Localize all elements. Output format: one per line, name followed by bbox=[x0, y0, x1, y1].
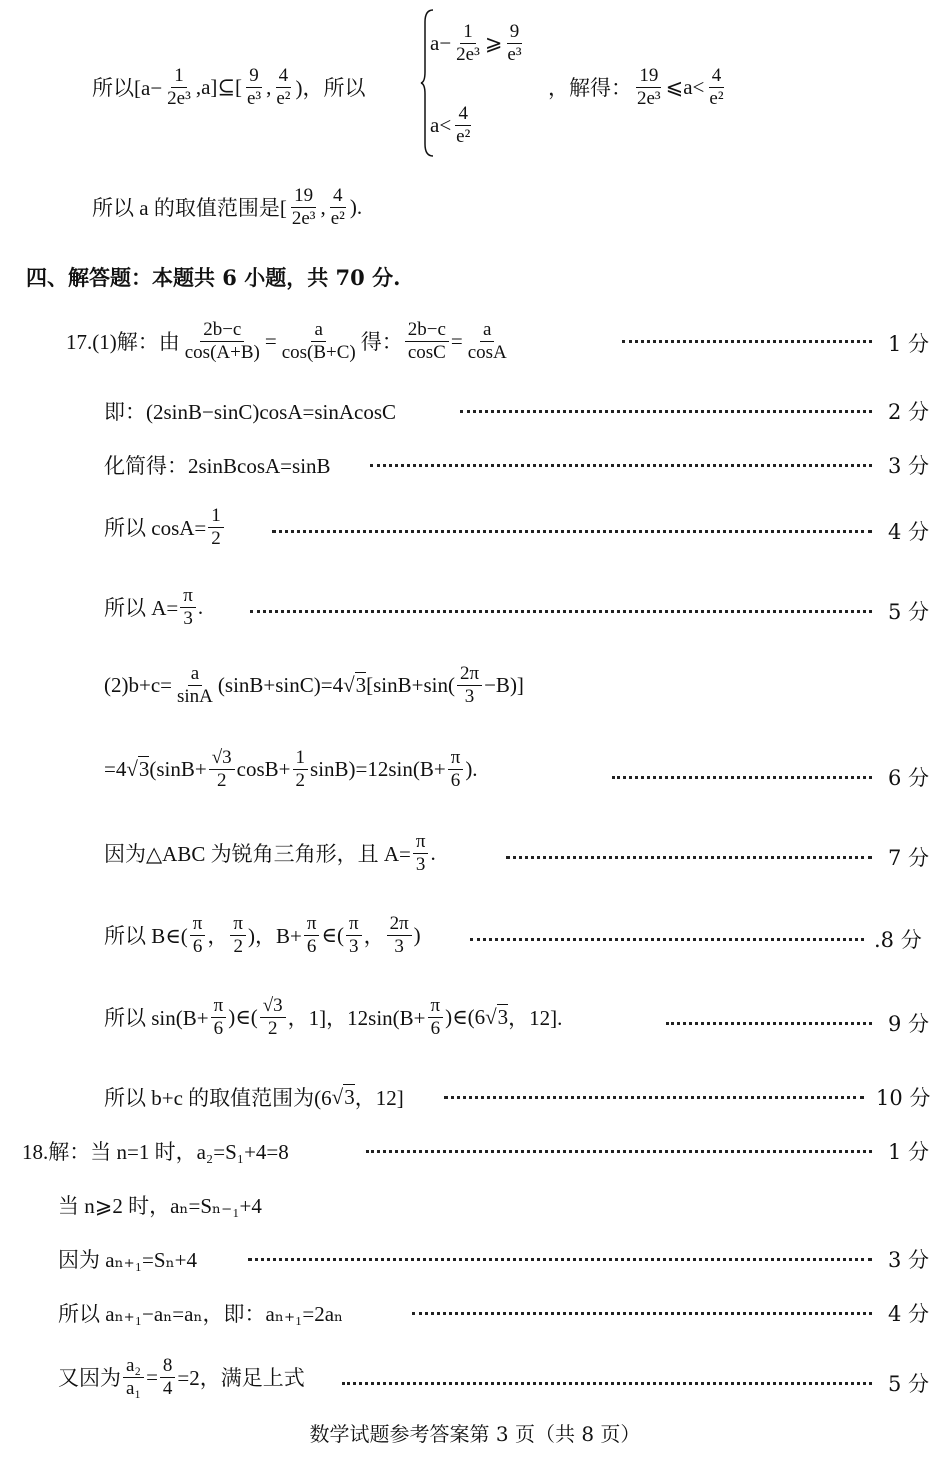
score-label: 3 分 bbox=[888, 454, 930, 478]
score-label: 7 分 bbox=[888, 846, 930, 870]
q17-line-3: 化简得：2sinBcosA=sinB bbox=[104, 454, 331, 478]
leader-dots bbox=[444, 1096, 864, 1099]
leader-dots bbox=[248, 1258, 872, 1261]
q18-line-2: 当 n⩾2 时，aₙ=Sₙ₋₁+4 bbox=[58, 1194, 262, 1218]
q17-line-5: 所以 A= $\frac{\pi}{3}$ . bbox=[104, 585, 204, 629]
leader-dots bbox=[506, 856, 872, 859]
system-row-2: a< $\frac{4}{\text{e²}}$ bbox=[430, 103, 471, 147]
page-footer: 数学试题参考答案第 3 页（共 8 页） bbox=[309, 1422, 641, 1446]
score-label: .8 分 bbox=[874, 928, 922, 952]
score-label: 1 分 bbox=[888, 1140, 930, 1164]
leader-dots bbox=[366, 1150, 872, 1153]
q18-line-4: 所以 aₙ₊₁−aₙ=aₙ，即：aₙ₊₁=2aₙ bbox=[58, 1302, 344, 1326]
score-label: 5 分 bbox=[888, 1372, 930, 1396]
leader-dots bbox=[272, 530, 872, 533]
leader-dots bbox=[612, 776, 872, 779]
q18-line-5: 又因为 $\frac{\text{a₂}}{\text{a₁}}$ = $\frac{8}{4}$ =2，满足上式 bbox=[58, 1355, 305, 1399]
solve-result: ，解得： $\frac{19}{\text{2e³}}$ ⩽a< $\frac{4}{\text{e²}}$ bbox=[548, 65, 724, 109]
score-label: 1 分 bbox=[888, 332, 930, 356]
leader-dots bbox=[470, 938, 864, 941]
q18-line-3: 因为 aₙ₊₁=Sₙ+4 bbox=[58, 1248, 198, 1272]
leader-dots bbox=[250, 610, 872, 613]
q17-line-11: 所以 b+c 的取值范围为(6 √ 3 ，12] bbox=[104, 1084, 404, 1110]
inclusion-line: 所以[a− $\frac{1}{\text{2e³}}$ ,a]⊆[ $\frac{9}{\text{e³}}$ , $\frac{4}{\text{e²}}$ )，所以 bbox=[92, 65, 366, 109]
leader-dots bbox=[622, 340, 872, 343]
fraction: $\frac{1}{\text{2e³}}$ bbox=[167, 65, 191, 109]
range-line: 所以 a 的取值范围是[ $\frac{19}{\text{2e³}}$ , $\frac{4}{\text{e²}}$ ). bbox=[92, 185, 363, 229]
score-label: 2 分 bbox=[888, 400, 930, 424]
fraction: $\frac{9}{\text{e³}}$ bbox=[246, 65, 262, 109]
score-label: 5 分 bbox=[888, 600, 930, 624]
leader-dots bbox=[370, 464, 872, 467]
leader-dots bbox=[460, 410, 872, 413]
leader-dots bbox=[342, 1382, 872, 1385]
q17-line-9: 所以 B∈( $\frac{\pi}{6}$ ， $\frac{\pi}{2}$ )，B+ $\frac{\pi}{6}$ ∈( $\frac{\pi}{3}$ ， $\frac{2\pi}{3}$ ) bbox=[104, 913, 421, 957]
q17-line-6: (2)b+c= $\frac{a}{\sin A}$ (sinB+sinC)=4 √ 3 [sinB+sin( $\frac{2\pi}{3}$ −B)] bbox=[104, 663, 524, 707]
score-label: 4 分 bbox=[888, 520, 930, 544]
score-label: 6 分 bbox=[888, 766, 930, 790]
q17-line-4: 所以 cosA= $\frac{1}{2}$ bbox=[104, 506, 226, 549]
q17-line-2: 即：(2sinB−sinC)cosA=sinAcosC bbox=[104, 400, 397, 424]
system-row-1: a− $\frac{1}{\text{2e³}}$ ⩾ $\frac{9}{\text{e³}}$ bbox=[430, 21, 522, 65]
q17-line-8: 因为△ABC 为锐角三角形，且 A= $\frac{\pi}{3}$ . bbox=[104, 831, 436, 875]
score-label: 4 分 bbox=[888, 1302, 930, 1326]
q17-line-10: 所以 sin(B+ $\frac{\pi}{6}$ )∈( $\frac{√3}{2}$ ，1]，12sin(B+ $\frac{\pi}{6}$ )∈(6 √ 3 ，12]. bbox=[104, 995, 563, 1039]
section-heading: 四、解答题：本题共 6 小题，共 70 分. bbox=[26, 265, 401, 290]
score-label: 3 分 bbox=[888, 1248, 930, 1272]
fraction: $\frac{4}{\text{e²}}$ bbox=[276, 65, 291, 109]
q17-line-7: =4 √ 3 (sinB+ $\frac{√3}{2}$ cosB+ $\frac{1}{2}$ sinB)=12sin(B+ $\frac{\pi}{6}$ ). bbox=[104, 747, 478, 791]
leader-dots bbox=[666, 1022, 872, 1025]
score-label: 10 分 bbox=[876, 1086, 931, 1110]
q18-line-1: 18.解：当 n=1 时，a₂=S₁+4=8 bbox=[22, 1140, 289, 1164]
q17-line-1: 17.(1)解：由 $\frac{2b-c}{\cos(A+B)}$ = $\frac{a}{\cos(B+C)}$ 得： $\frac{2b-c}{\cos C}$ = $\frac{a}{\cos A}$ bbox=[66, 319, 507, 363]
score-label: 9 分 bbox=[888, 1012, 930, 1036]
leader-dots bbox=[412, 1312, 872, 1315]
